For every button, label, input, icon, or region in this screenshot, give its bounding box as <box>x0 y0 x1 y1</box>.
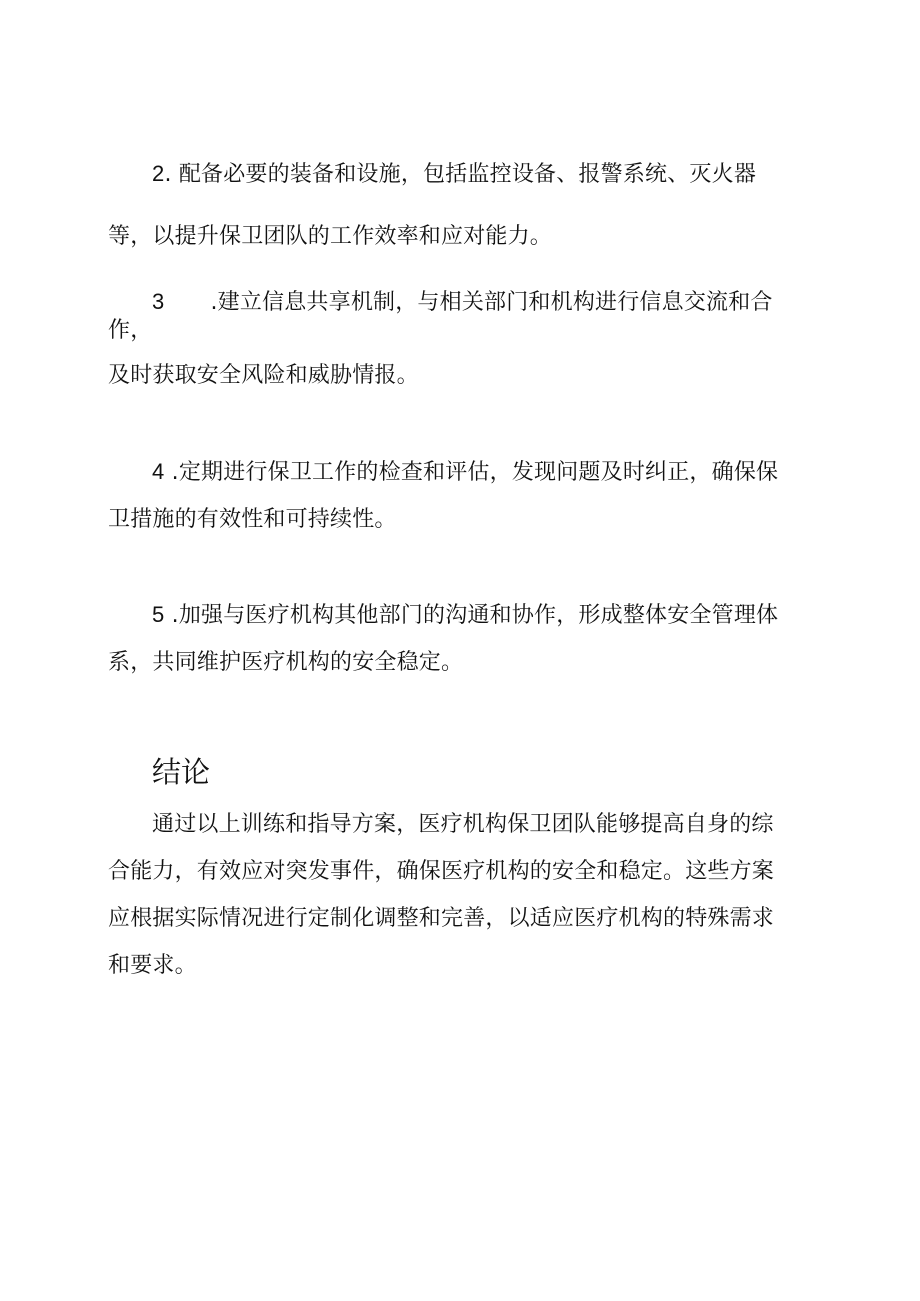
conclusion-line-3: 应根据实际情况进行定制化调整和完善，以适应医疗机构的特殊需求 <box>108 906 775 931</box>
conclusion-line-4: 和要求。 <box>108 953 197 978</box>
conclusion-line-1: 通过以上训练和指导方案，医疗机构保卫团队能够提高自身的综 <box>152 812 774 837</box>
conclusion-line-2: 合能力，有效应对突发事件，确保医疗机构的安全和稳定。这些方案 <box>108 859 775 884</box>
item-3-line-1 <box>152 287 773 318</box>
item-4-line-2: 卫措施的有效性和可持续性。 <box>108 507 397 532</box>
item-5-line-1 <box>152 600 778 631</box>
item-4-text-1: .定期进行保卫工作的检查和评估，发现问题及时纠正，确保保 <box>164 460 779 485</box>
item-3-number: 3 <box>152 289 165 314</box>
item-5-text-1: .加强与医疗机构其他部门的沟通和协作，形成整体安全管理体 <box>164 603 779 628</box>
item-2-number: 2 <box>152 161 165 186</box>
item-3-text-1: .建立信息共享机制，与相关部门和机构进行信息交流和合 <box>210 290 773 315</box>
item-2-line-2: 等，以提升保卫团队的工作效率和应对能力。 <box>108 224 553 249</box>
item-2-text-1: . 配备必要的装备和设施，包括监控设备、报警系统、灭火器 <box>164 162 757 187</box>
item-2-line-1 <box>152 159 756 190</box>
item-5-number: 5 <box>152 602 165 627</box>
item-3-line-1b: 作， <box>108 318 153 343</box>
item-4-line-1 <box>152 457 778 488</box>
item-4-number: 4 <box>152 459 165 484</box>
conclusion-heading: 结论 <box>152 755 211 789</box>
item-5-line-2: 系，共同维护医疗机构的安全稳定。 <box>108 650 464 675</box>
item-3-line-2: 及时获取安全风险和威胁情报。 <box>108 363 419 388</box>
